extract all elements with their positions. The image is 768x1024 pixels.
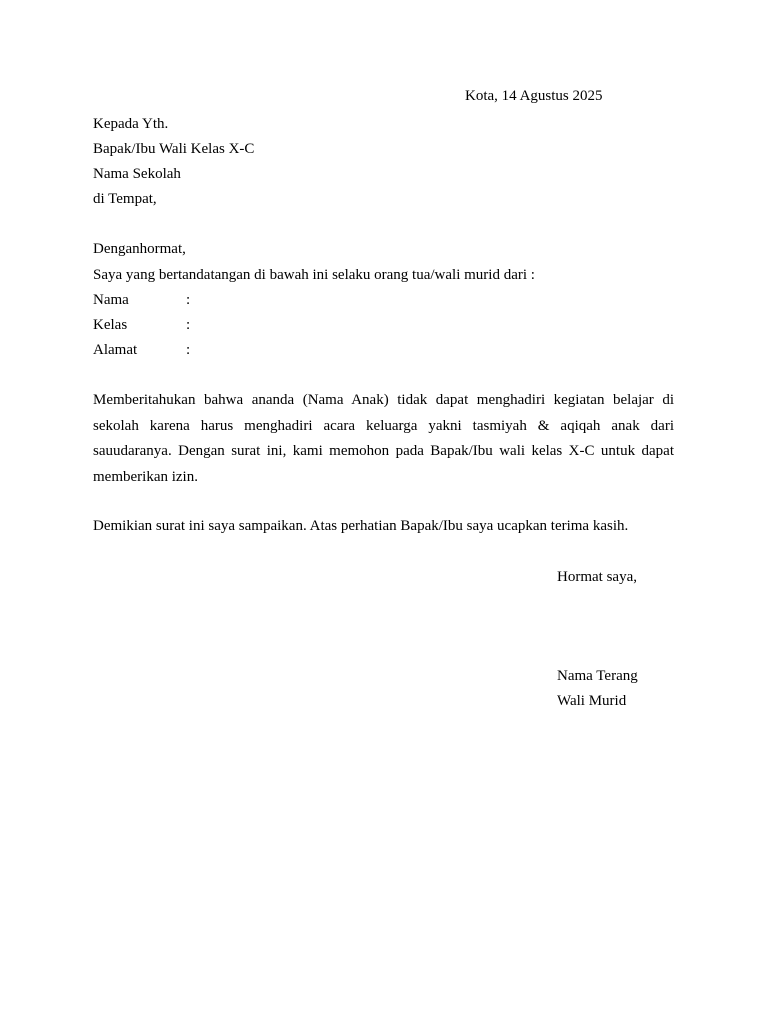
closing-paragraph: Demikian surat ini saya sampaikan. Atas perhatian Bapak/Ibu saya ucapkan terima kasih.	[93, 518, 629, 534]
field-label-alamat: Alamat	[93, 342, 138, 358]
field-label-kelas: Kelas	[93, 317, 128, 333]
date-line: Kota, 14 Agustus 2025	[465, 88, 603, 104]
greeting: Denganhormat,	[93, 241, 186, 257]
field-separator-kelas: :	[186, 317, 191, 333]
signature-role: Wali Murid	[557, 693, 627, 709]
field-separator-alamat: :	[186, 342, 191, 358]
signature-name: Nama Terang	[557, 668, 638, 684]
intro-text: Saya yang bertandatangan di bawah ini selaku orang tua/wali murid dari :	[93, 267, 535, 283]
field-separator-nama: :	[186, 292, 191, 308]
body-paragraph: Memberitahukan bahwa ananda (Nama Anak) tidak dapat menghadiri kegiatan belajar di sekolah karena harus menghadiri acara keluarga yakni tasmiyah & aqiqah anak dari sauudaranya. Dengan surat ini, kami memohon pada Bapak/Ibu wali kelas X-C untuk dapat memberikan izin.	[93, 392, 674, 485]
field-label-nama: Nama	[93, 292, 129, 308]
recipient-place: di Tempat,	[93, 191, 157, 207]
recipient-name: Bapak/Ibu Wali Kelas X-C	[93, 141, 255, 157]
recipient-school: Nama Sekolah	[93, 166, 181, 182]
recipient-salutation: Kepada Yth.	[93, 116, 169, 132]
signature-closing: Hormat saya,	[557, 569, 637, 585]
